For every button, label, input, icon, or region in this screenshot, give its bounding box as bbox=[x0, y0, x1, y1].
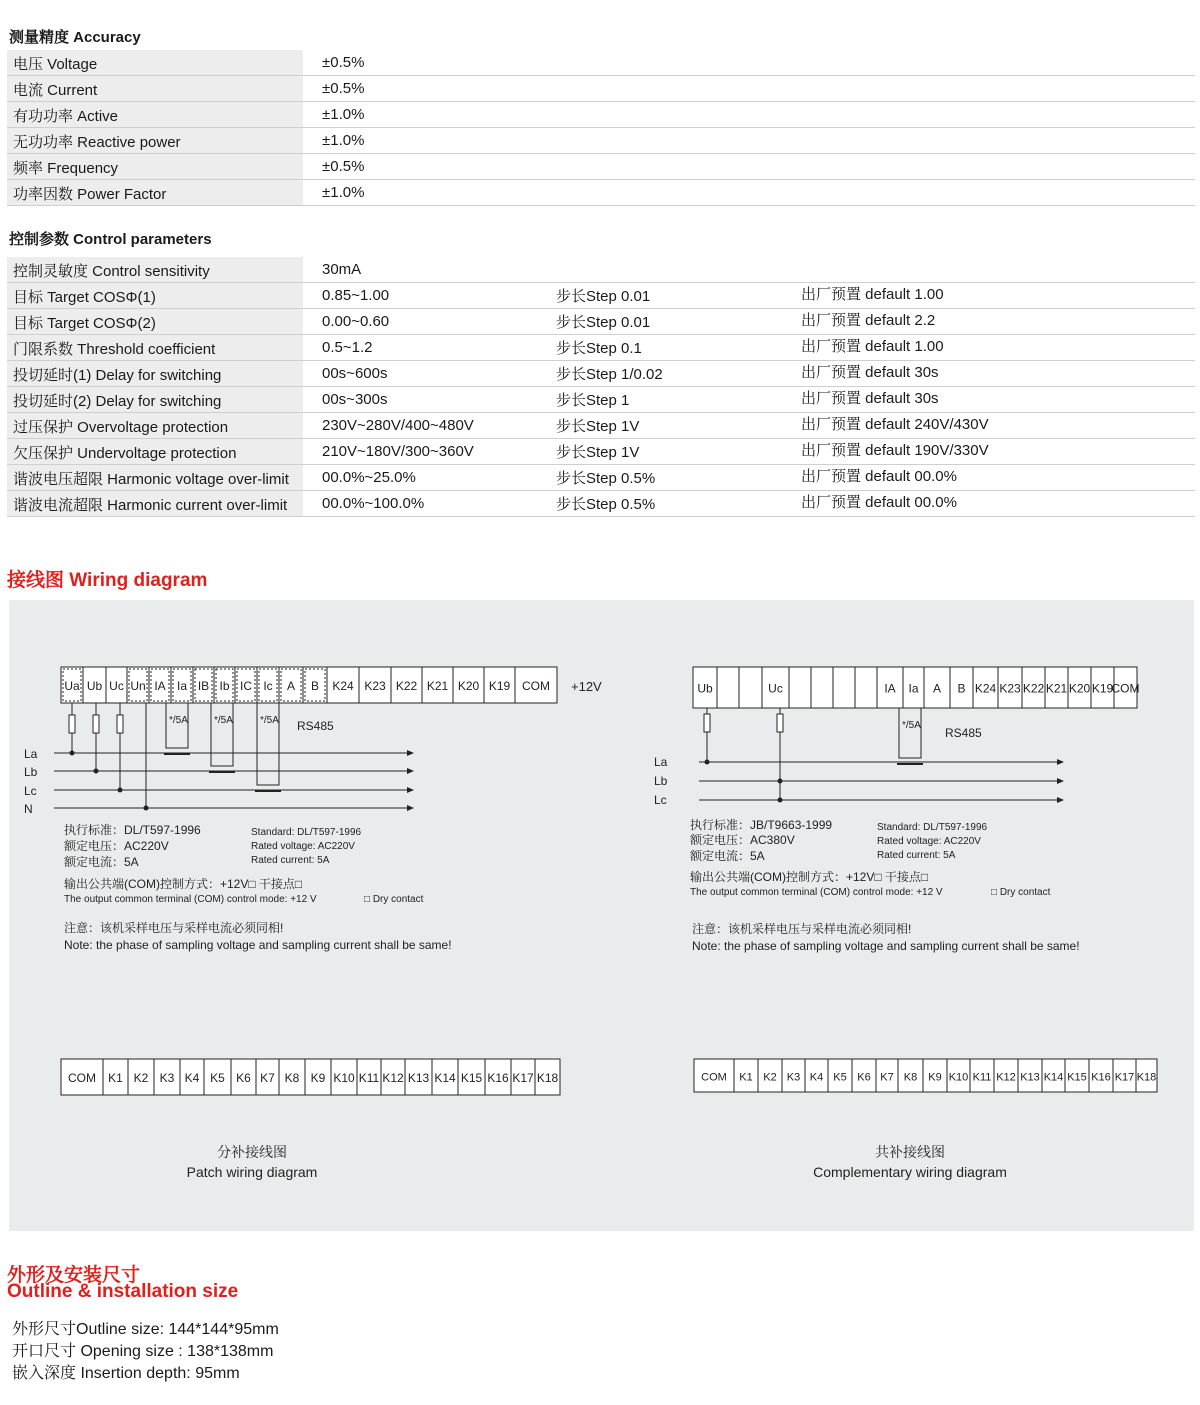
line-label-la: La bbox=[654, 755, 668, 769]
terminal-k8: K8 bbox=[903, 1071, 918, 1084]
terminal-uc: Uc bbox=[768, 681, 783, 696]
control-step: 步长Step 0.01 bbox=[556, 288, 651, 305]
rated-current-cn: 额定电流：5A bbox=[690, 849, 765, 863]
terminal-k22: K22 bbox=[395, 679, 418, 693]
accuracy-table bbox=[7, 50, 1195, 206]
dry-contact-label: □ Dry contact bbox=[991, 887, 1051, 898]
accuracy-row bbox=[7, 50, 1195, 76]
terminal-a: A bbox=[932, 681, 942, 696]
control-default: 出厂预置 default 30s bbox=[801, 364, 939, 381]
terminal-k24: K24 bbox=[332, 679, 354, 693]
terminal-ia: Ia bbox=[908, 681, 919, 696]
terminal-strip bbox=[61, 667, 557, 703]
terminal-com: COM bbox=[68, 1071, 96, 1085]
line-label-lb: Lb bbox=[654, 774, 668, 788]
accuracy-row bbox=[7, 128, 1195, 154]
control-label: 投切延时(1) Delay for switching bbox=[7, 361, 303, 386]
rated-voltage-en: Rated voltage: AC220V bbox=[251, 841, 355, 852]
terminal-k6: K6 bbox=[236, 1071, 251, 1085]
fuse-symbol bbox=[69, 715, 75, 733]
control-row bbox=[7, 465, 1195, 491]
accuracy-value: ±1.0% bbox=[322, 184, 365, 201]
outline-size-row: 外形尺寸Outline size: 144*144*95mm bbox=[12, 1321, 279, 1338]
ct-loop bbox=[899, 708, 921, 758]
terminal-ua: Ua bbox=[64, 679, 80, 693]
control-range: 210V~180V/300~360V bbox=[322, 443, 474, 460]
terminal-k1: K1 bbox=[108, 1071, 123, 1085]
line-label-lc: Lc bbox=[654, 793, 667, 807]
fuse-symbol bbox=[777, 714, 783, 732]
ct-label: */5A bbox=[260, 715, 279, 726]
wiring-diagram bbox=[9, 600, 1194, 1231]
terminal-k1: K1 bbox=[739, 1071, 753, 1084]
terminal-k19: K19 bbox=[488, 679, 511, 693]
accuracy-value: ±0.5% bbox=[322, 54, 365, 71]
control-default: 出厂预置 default 00.0% bbox=[801, 468, 957, 485]
accuracy-row bbox=[7, 76, 1195, 102]
line-label-lb: Lb bbox=[24, 765, 38, 779]
terminal-b: B bbox=[957, 681, 966, 696]
control-range: 00.0%~100.0% bbox=[322, 495, 425, 512]
outline-title-en: Outline & installation size bbox=[7, 1281, 239, 1302]
terminal-ib: Ib bbox=[219, 679, 230, 693]
arrow-head bbox=[407, 768, 414, 774]
terminal-k17: K17 bbox=[1114, 1071, 1135, 1084]
junction-dot bbox=[118, 788, 123, 793]
terminal-k8: K8 bbox=[284, 1071, 300, 1085]
terminal-k2: K2 bbox=[133, 1071, 149, 1085]
control-label: 门限系数 Threshold coefficient bbox=[7, 335, 303, 360]
terminal-com: COM bbox=[701, 1071, 727, 1084]
arrow-head bbox=[407, 805, 414, 811]
rs485-label: RS485 bbox=[297, 719, 334, 733]
control-default: 出厂预置 default 1.00 bbox=[801, 338, 944, 355]
arrow-head bbox=[407, 787, 414, 793]
terminal-k16: K16 bbox=[487, 1071, 509, 1085]
terminal-k12: K12 bbox=[382, 1071, 404, 1085]
control-range: 0.00~0.60 bbox=[322, 313, 390, 330]
rated-current-cn: 额定电流：5A bbox=[64, 855, 139, 869]
control-label: 欠压保护 Undervoltage protection bbox=[7, 439, 303, 464]
control-step: 步长Step 1 bbox=[556, 392, 630, 409]
terminal-k14: K14 bbox=[434, 1071, 456, 1085]
control-range: 00s~300s bbox=[322, 391, 388, 408]
terminal-k20: K20 bbox=[457, 679, 480, 693]
junction-dot bbox=[705, 760, 710, 765]
control-range: 00.0%~25.0% bbox=[322, 469, 416, 486]
control-default: 出厂预置 default 2.2 bbox=[801, 312, 936, 329]
terminal-k7: K7 bbox=[260, 1071, 275, 1085]
control-step: 步长Step 0.5% bbox=[556, 496, 656, 513]
control-row bbox=[7, 491, 1195, 517]
junction-dot bbox=[144, 806, 149, 811]
terminal-k18: K18 bbox=[1136, 1071, 1157, 1084]
standard-en: Standard: DL/T597-1996 bbox=[877, 822, 988, 833]
insertion-depth-row: 嵌入深度 Insertion depth: 95mm bbox=[12, 1365, 240, 1382]
accuracy-title: 测量精度 Accuracy bbox=[9, 29, 141, 46]
rated-current-en: Rated current: 5A bbox=[877, 850, 956, 861]
rated-voltage-en: Rated voltage: AC220V bbox=[877, 836, 981, 847]
control-row bbox=[7, 283, 1195, 309]
control-label: 过压保护 Overvoltage protection bbox=[7, 413, 303, 438]
terminal-k5: K5 bbox=[833, 1071, 847, 1084]
accuracy-row bbox=[7, 180, 1195, 206]
line-label-la: La bbox=[24, 747, 38, 761]
terminal-b: B bbox=[310, 679, 320, 693]
control-step: 步长Step 1V bbox=[556, 444, 640, 461]
terminal-k11: K11 bbox=[358, 1071, 380, 1085]
accuracy-row bbox=[7, 102, 1195, 128]
terminal-k21: K21 bbox=[1045, 681, 1068, 696]
control-title: 控制参数 Control parameters bbox=[9, 231, 212, 248]
control-row bbox=[7, 257, 1195, 283]
control-range: 30mA bbox=[322, 261, 362, 278]
control-step: 步长Step 0.01 bbox=[556, 314, 651, 331]
control-label: 谐波电压超限 Harmonic voltage over-limit bbox=[7, 465, 303, 490]
wiring-diagram-panel bbox=[9, 600, 1194, 1231]
terminal-k7: K7 bbox=[880, 1071, 894, 1084]
standard-en: Standard: DL/T597-1996 bbox=[251, 827, 362, 838]
control-label: 目标 Target COSΦ(2) bbox=[7, 309, 303, 334]
accuracy-row bbox=[7, 154, 1195, 180]
terminal-k18: K18 bbox=[536, 1071, 559, 1085]
terminal-ic: Ic bbox=[263, 679, 273, 693]
dry-contact-label: □ Dry contact bbox=[364, 894, 424, 905]
arrow-head bbox=[1057, 759, 1064, 765]
ct-label: */5A bbox=[169, 715, 188, 726]
control-row bbox=[7, 309, 1195, 335]
terminal-k9: K9 bbox=[310, 1071, 326, 1085]
control-step: 步长Step 1V bbox=[556, 418, 640, 435]
fuse-symbol bbox=[93, 715, 99, 733]
terminal-k15: K15 bbox=[460, 1071, 483, 1085]
control-default: 出厂预置 default 190V/330V bbox=[801, 442, 989, 459]
control-step: 步长Step 1/0.02 bbox=[556, 366, 663, 383]
terminal-k24: K24 bbox=[974, 681, 997, 696]
terminal-k2: K2 bbox=[763, 1071, 777, 1084]
accuracy-label: 无功功率 Reactive power bbox=[7, 128, 303, 153]
complementary-caption-cn: 共补接线图 bbox=[875, 1144, 945, 1160]
terminal-k12: K12 bbox=[996, 1071, 1016, 1084]
terminal-k16: K16 bbox=[1091, 1071, 1111, 1084]
accuracy-label: 频率 Frequency bbox=[7, 154, 303, 179]
fuse-symbol bbox=[117, 715, 123, 733]
terminal-ia: IA bbox=[154, 679, 166, 693]
accuracy-value: ±0.5% bbox=[322, 158, 365, 175]
accuracy-value: ±0.5% bbox=[322, 80, 365, 97]
accuracy-label: 电压 Voltage bbox=[7, 50, 303, 75]
terminal-k20: K20 bbox=[1068, 681, 1091, 696]
note-cn: 注意：该机采样电压与采样电流必须同相! bbox=[692, 922, 912, 936]
terminal-ia: IA bbox=[884, 681, 896, 696]
line-label-lc: Lc bbox=[24, 784, 37, 798]
note-cn: 注意：该机采样电压与采样电流必须同相! bbox=[64, 921, 284, 935]
control-row bbox=[7, 413, 1195, 439]
control-row bbox=[7, 361, 1195, 387]
plus-12v-label: +12V bbox=[571, 679, 602, 694]
com-mode-en: The output common terminal (COM) control mode: +12 V bbox=[690, 887, 943, 898]
rated-current-en: Rated current: 5A bbox=[251, 855, 330, 866]
com-mode-cn: 输出公共端(COM)控制方式：+12V□ 干接点□ bbox=[64, 877, 303, 891]
control-range: 0.5~1.2 bbox=[322, 339, 373, 356]
patch-caption-cn: 分补接线图 bbox=[217, 1144, 287, 1160]
control-row bbox=[7, 439, 1195, 465]
ct-label: */5A bbox=[214, 715, 233, 726]
accuracy-value: ±1.0% bbox=[322, 106, 365, 123]
terminal-com: COM bbox=[522, 679, 550, 693]
control-default: 出厂预置 default 1.00 bbox=[801, 286, 944, 303]
control-step: 步长Step 0.1 bbox=[556, 340, 642, 357]
control-parameters-table bbox=[7, 257, 1195, 517]
arrow-head bbox=[1057, 778, 1064, 784]
accuracy-label: 有功功率 Active bbox=[7, 102, 303, 127]
junction-dot bbox=[94, 769, 99, 774]
terminal-ic: IC bbox=[240, 679, 252, 693]
terminal-k10: K10 bbox=[333, 1071, 355, 1085]
terminal-k13: K13 bbox=[407, 1071, 430, 1085]
control-row bbox=[7, 387, 1195, 413]
terminal-k3: K3 bbox=[159, 1071, 175, 1085]
terminal-k23: K23 bbox=[999, 681, 1021, 696]
terminal-k3: K3 bbox=[786, 1071, 801, 1084]
rated-voltage-cn: 额定电压：AC220V bbox=[64, 839, 169, 853]
terminal-k21: K21 bbox=[426, 679, 449, 693]
line-label-n: N bbox=[24, 802, 33, 816]
control-range: 230V~280V/400~480V bbox=[322, 417, 474, 434]
terminal-k4: K4 bbox=[809, 1071, 824, 1084]
note-en: Note: the phase of sampling voltage and sampling current shall be same! bbox=[64, 938, 452, 952]
terminal-k15: K15 bbox=[1067, 1071, 1087, 1084]
arrow-head bbox=[407, 750, 414, 756]
arrow-head bbox=[1057, 797, 1064, 803]
terminal-ub: Ub bbox=[697, 681, 713, 696]
ct-loop bbox=[211, 703, 233, 766]
terminal-strip bbox=[693, 667, 1140, 708]
junction-dot bbox=[778, 798, 783, 803]
ct-label: */5A bbox=[902, 720, 921, 731]
accuracy-label: 功率因数 Power Factor bbox=[7, 180, 303, 205]
terminal-k9: K9 bbox=[928, 1071, 942, 1084]
terminal-ub: Ub bbox=[86, 679, 103, 693]
control-row bbox=[7, 335, 1195, 361]
wiring-title: 接线图 Wiring diagram bbox=[7, 570, 208, 591]
control-default: 出厂预置 default 240V/430V bbox=[801, 416, 989, 433]
control-range: 0.85~1.00 bbox=[322, 287, 390, 304]
control-default: 出厂预置 default 30s bbox=[801, 390, 939, 407]
control-default: 出厂预置 default 00.0% bbox=[801, 494, 957, 511]
terminal-ib: IB bbox=[197, 679, 210, 693]
terminal-k17: K17 bbox=[512, 1071, 534, 1085]
outline-title-cn: 外形及安装尺寸 bbox=[7, 1265, 141, 1286]
terminal-k6: K6 bbox=[857, 1071, 871, 1084]
opening-size-row: 开口尺寸 Opening size : 138*138mm bbox=[12, 1343, 274, 1360]
control-label: 控制灵敏度 Control sensitivity bbox=[7, 257, 303, 282]
rs485-label: RS485 bbox=[945, 726, 982, 740]
junction-dot bbox=[70, 751, 75, 756]
control-label: 目标 Target COSΦ(1) bbox=[7, 283, 303, 308]
rated-voltage-cn: 额定电压：AC380V bbox=[690, 833, 795, 847]
terminal-k23: K23 bbox=[364, 679, 386, 693]
terminal-com: COM bbox=[1111, 681, 1140, 696]
com-mode-en: The output common terminal (COM) control mode: +12 V bbox=[64, 894, 317, 905]
terminal-k10: K10 bbox=[948, 1071, 969, 1084]
complementary-caption-en: Complementary wiring diagram bbox=[813, 1164, 1007, 1180]
terminal-ia: Ia bbox=[176, 679, 188, 693]
control-step: 步长Step 0.5% bbox=[556, 470, 656, 487]
terminal-k14: K14 bbox=[1043, 1071, 1064, 1084]
fuse-symbol bbox=[704, 714, 710, 732]
terminal-k4: K4 bbox=[184, 1071, 200, 1085]
accuracy-label: 电流 Current bbox=[7, 76, 303, 101]
standard-cn: 执行标准：DL/T597-1996 bbox=[64, 823, 201, 837]
terminal-un: Un bbox=[130, 679, 146, 693]
note-en: Note: the phase of sampling voltage and sampling current shall be same! bbox=[692, 939, 1080, 953]
com-mode-cn: 输出公共端(COM)控制方式：+12V□ 干接点□ bbox=[690, 870, 929, 884]
terminal-uc: Uc bbox=[109, 679, 124, 693]
terminal-strip bbox=[61, 1059, 560, 1095]
control-label: 谐波电流超限 Harmonic current over-limit bbox=[7, 491, 303, 516]
control-range: 00s~600s bbox=[322, 365, 388, 382]
terminal-k19: K19 bbox=[1091, 681, 1114, 696]
patch-caption-en: Patch wiring diagram bbox=[186, 1164, 318, 1180]
terminal-k22: K22 bbox=[1022, 681, 1045, 696]
control-label: 投切延时(2) Delay for switching bbox=[7, 387, 303, 412]
terminal-a: A bbox=[286, 679, 296, 693]
terminal-k5: K5 bbox=[210, 1071, 225, 1085]
accuracy-value: ±1.0% bbox=[322, 132, 365, 149]
terminal-k13: K13 bbox=[1020, 1071, 1040, 1084]
terminal-k11: K11 bbox=[972, 1071, 992, 1084]
terminal-strip bbox=[694, 1059, 1157, 1092]
standard-cn: 执行标准：JB/T9663-1999 bbox=[690, 818, 833, 832]
